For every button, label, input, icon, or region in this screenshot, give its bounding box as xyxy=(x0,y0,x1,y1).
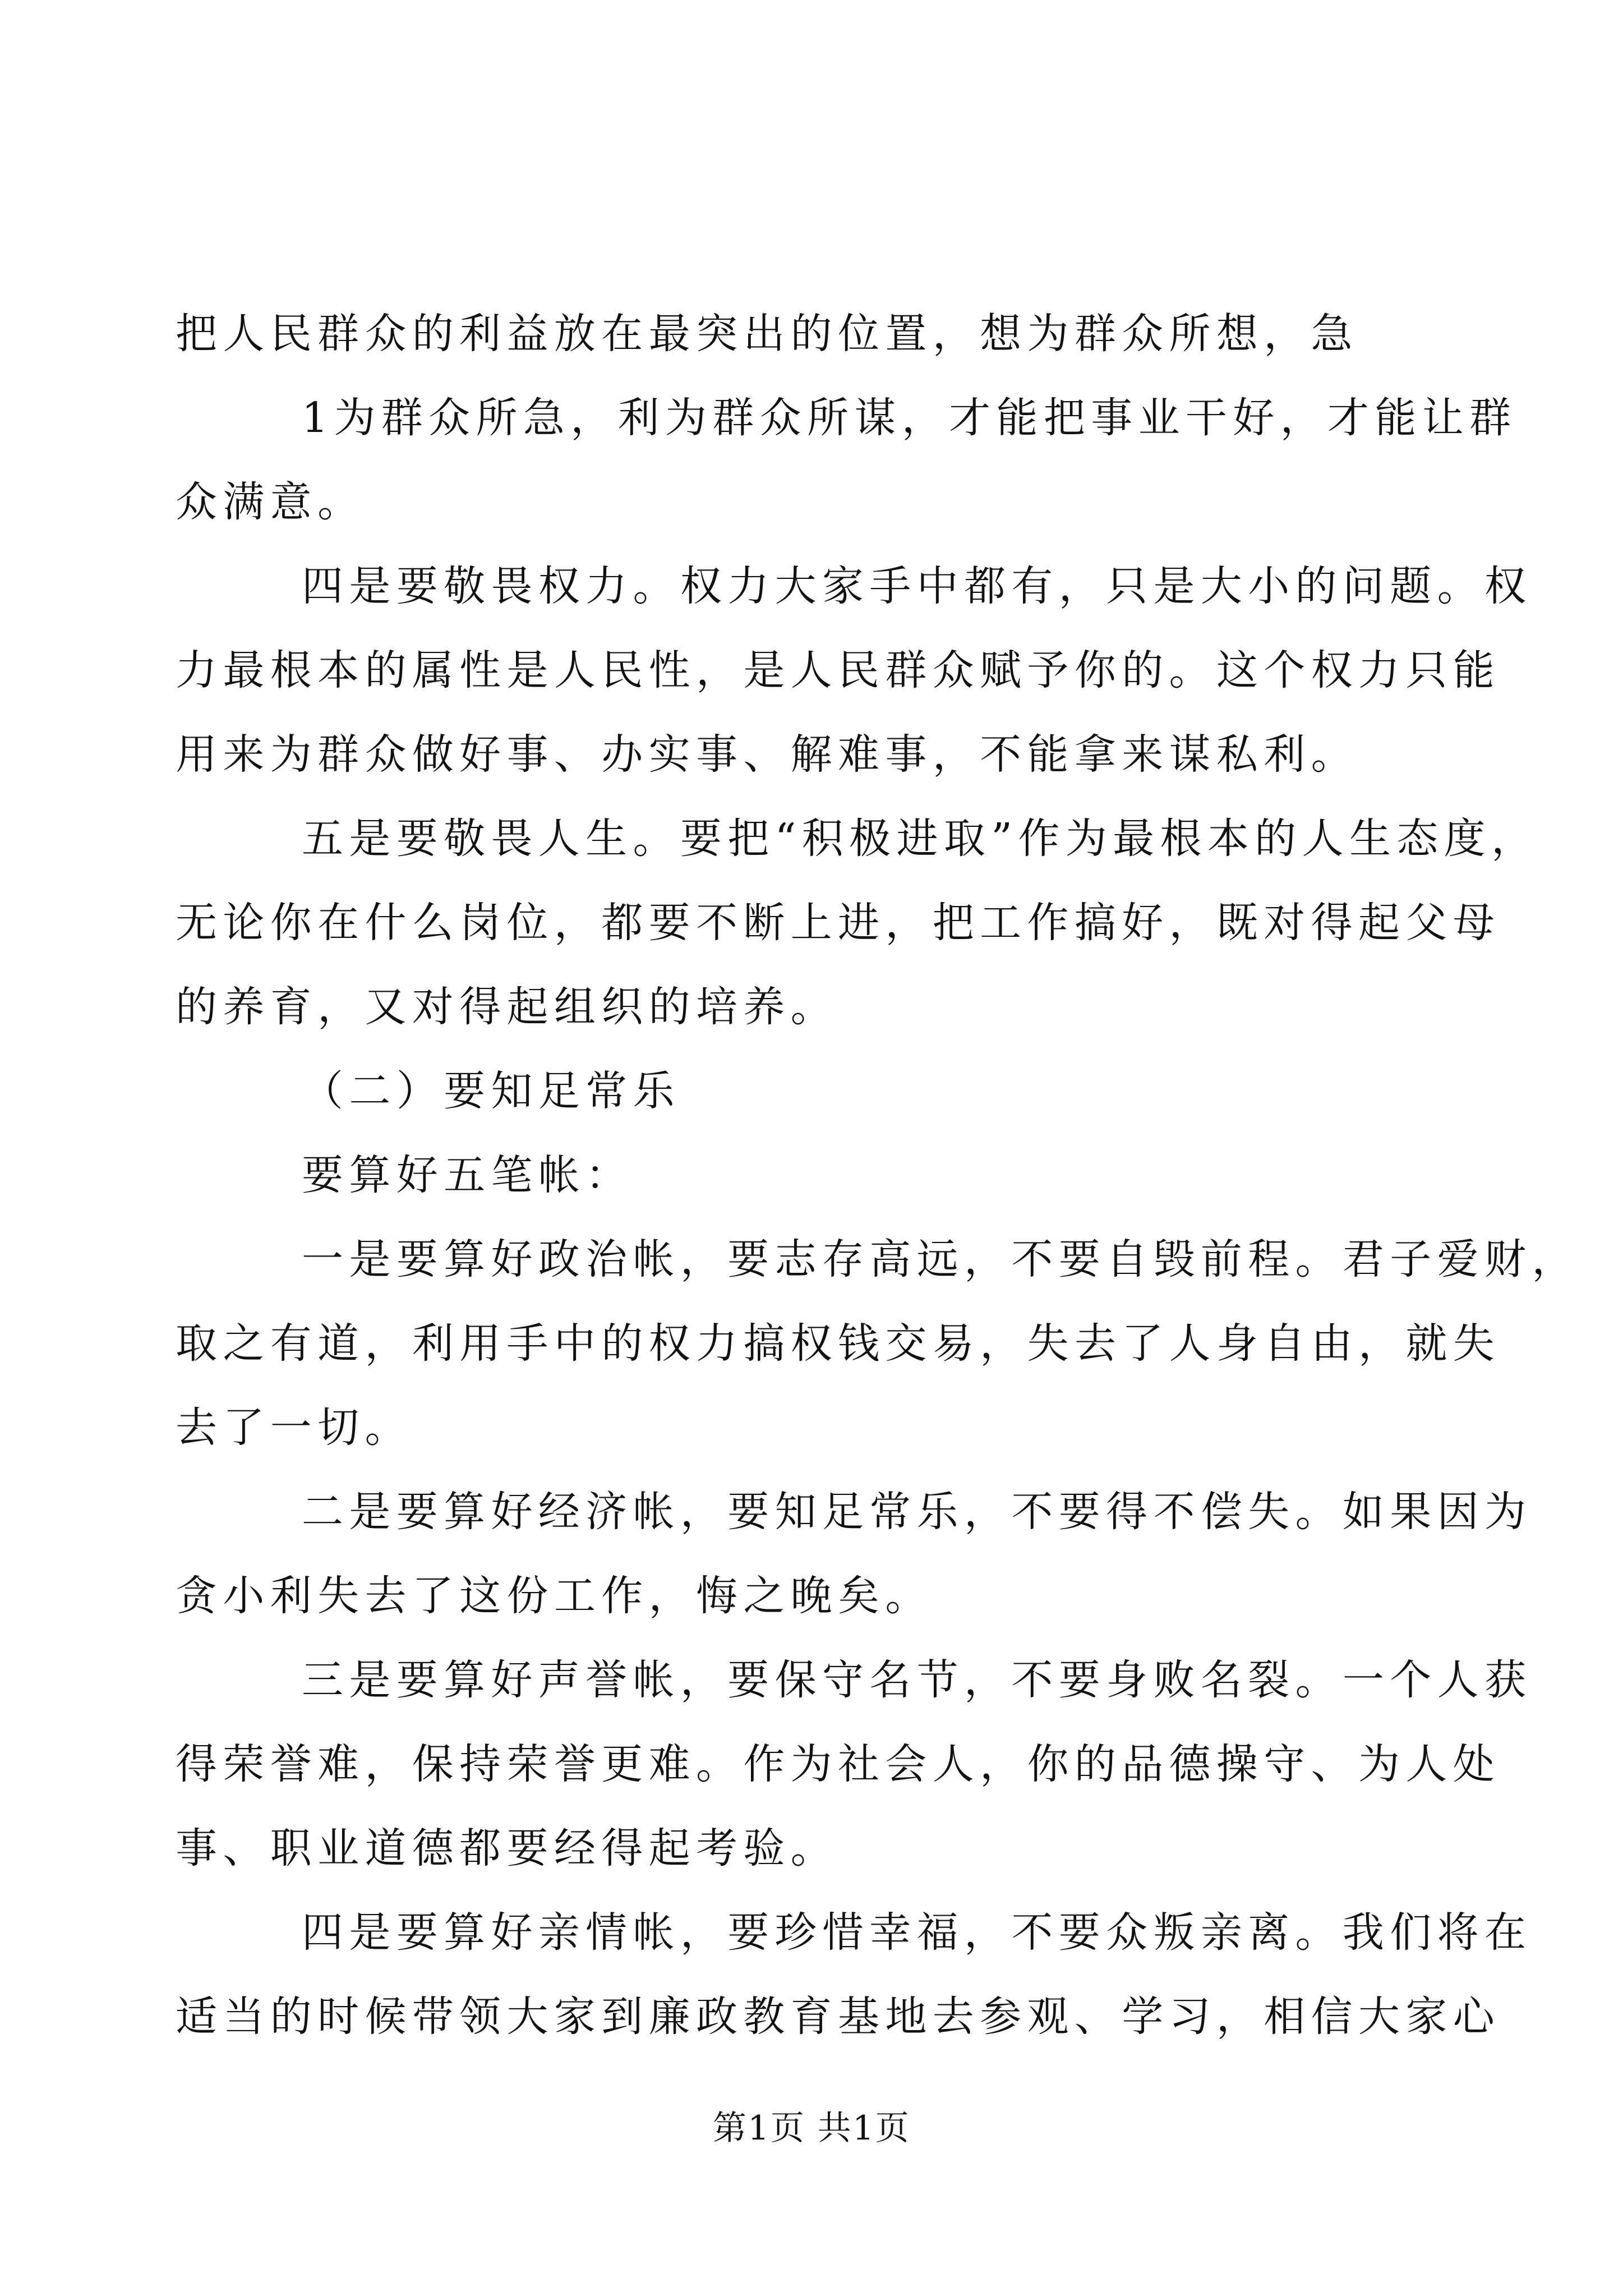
section-heading: （二）要知足常乐 xyxy=(302,1067,680,1115)
page-footer: 第1页 共1页 xyxy=(712,2109,911,2148)
text-line-4: 四是要敬畏权力。权力大家手中都有，只是大小的问题。权 xyxy=(302,562,1532,610)
text-line-12: 一是要算好政治帐，要志存高远，不要自毁前程。君子爱财， xyxy=(302,1235,1579,1283)
text-line-13: 取之有道，利用手中的权力搞权钱交易，失去了人身自由，就失 xyxy=(176,1319,1501,1368)
text-line-7: 五是要敬畏人生。要把“积极进取”作为最根本的人生态度， xyxy=(302,815,1539,863)
text-line-14: 去了一切。 xyxy=(176,1404,412,1452)
text-line-3: 众满意。 xyxy=(176,478,365,526)
document-body xyxy=(176,292,1579,2059)
text-line-11: 要算好五笔帐： xyxy=(302,1151,633,1199)
text-line-9: 的养育，又对得起组织的培养。 xyxy=(176,983,838,1031)
text-line-15: 二是要算好经济帐，要知足常乐，不要得不偿失。如果因为 xyxy=(302,1488,1532,1536)
text-line-21: 适当的时候带领大家到廉政教育基地去参观、学习，相信大家心 xyxy=(176,1993,1501,2041)
text-line-2: 1为群众所急，利为群众所谋，才能把事业干好，才能让群 xyxy=(302,394,1517,442)
text-line-6: 用来为群众做好事、办实事、解难事，不能拿来谋私利。 xyxy=(176,730,1358,779)
text-line-17: 三是要算好声誉帐，要保守名节，不要身败名裂。一个人获 xyxy=(302,1656,1532,1704)
text-line-1: 把人民群众的利益放在最突出的位置，想为群众所想，急 xyxy=(176,310,1358,358)
text-line-16: 贪小利失去了这份工作，悔之晚矣。 xyxy=(176,1572,933,1620)
text-line-20: 四是要算好亲情帐，要珍惜幸福，不要众叛亲离。我们将在 xyxy=(302,1908,1532,1957)
text-line-18: 得荣誉难，保持荣誉更难。作为社会人，你的品德操守、为人处 xyxy=(176,1740,1501,1788)
text-line-8: 无论你在什么岗位，都要不断上进，把工作搞好，既对得起父母 xyxy=(176,899,1501,947)
text-line-5: 力最根本的属性是人民性，是人民群众赋予你的。这个权力只能 xyxy=(176,646,1501,694)
text-line-19: 事、职业道德都要经得起考验。 xyxy=(176,1824,838,1872)
